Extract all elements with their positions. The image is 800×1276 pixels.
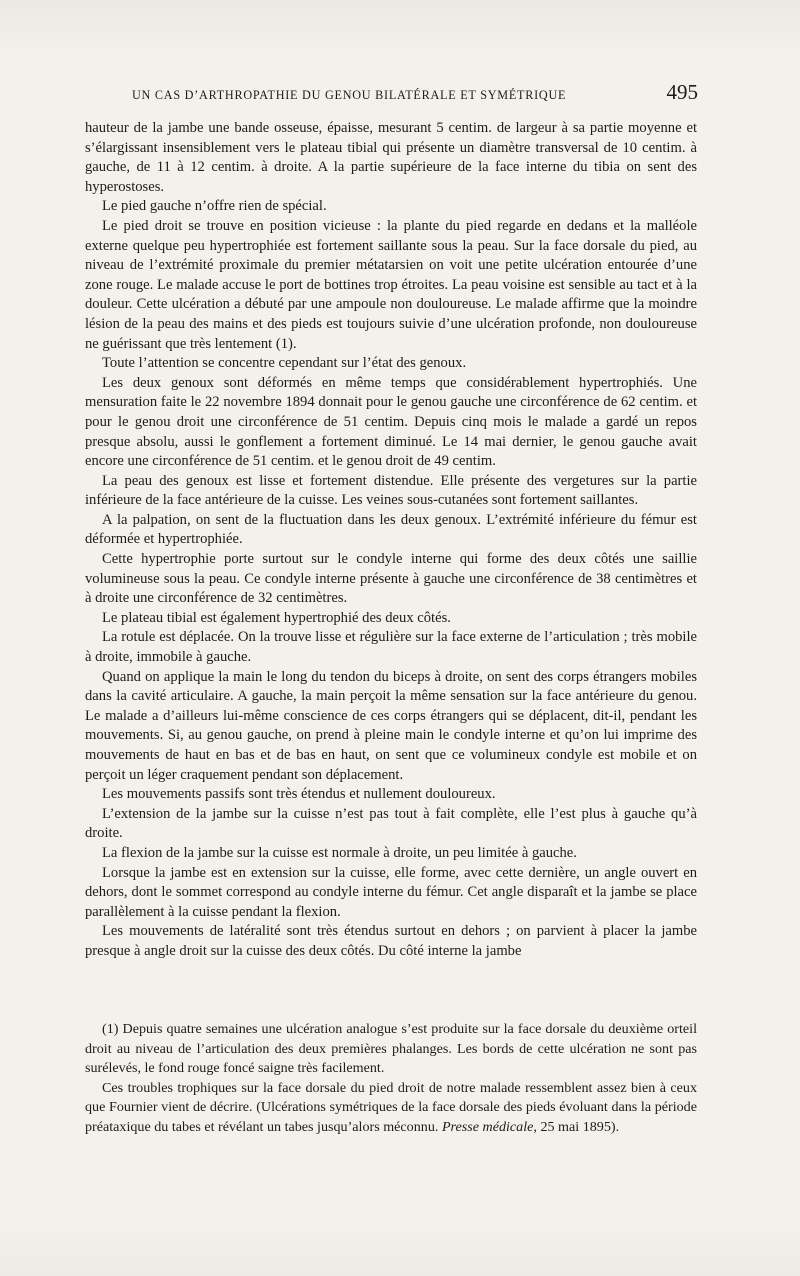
journal-title: Presse médicale (441, 1118, 534, 1135)
paragraph: L’extension de la jambe sur la cuisse n’est pas tout à fait complète, elle l’est plus à gauche qu’à droite. (85, 805, 697, 842)
paragraph: Toute l’attention se concentre cependant sur l’état des genoux. (102, 355, 467, 372)
paragraph: Les deux genoux sont déformés en même temps que considérablement hypertrophiés. Une mensuration faite le 22 novembre 1894 donnait pour le genou gauche une circonférence de 62 centim. et pour le genou droit une circonférence de 51 centim. Depuis cinq mois le malade a gardé un repos presque absolu, aussi le gonflement a fortement diminué. Le 14 mai dernier, le genou gauche avait encore une circonférence de 51 centim. et le genou droit de 49 centim. (85, 374, 697, 470)
footnote-citation-date: , 25 mai 1895). (533, 1118, 620, 1135)
footnote-continuation (85, 1079, 697, 1138)
paragraph: hauteur de la jambe une bande osseuse, épaisse, mesurant 5 centim. de largeur à sa partie moyenne et s’élargissant insensiblement vers le plateau tibial qui présente un diamètre transversal de 10 centim. à gauche, de 11 à 12 centim. à droite. A la partie supérieure de la face interne du tibia on sent des hyperostoses. (85, 120, 697, 195)
footnote-text: Ces troubles trophiques sur la face dorsale du pied droit de notre malade ressemblent assez bien à ceux que Fournier vient de décrire. (Ulcérations symétriques de la face dorsale des pieds évoluant dans la période préataxique du tabes et révélant un tabes jusqu’alors méconnu. (85, 1079, 697, 1135)
paragraph: Lorsque la jambe est en extension sur la cuisse, elle forme, avec cette dernière, un angle ouvert en dehors, dont le sommet correspond au condyle interne du fémur. Cet angle disparaît et la jambe se place parallèlement à la cuisse pendant la flexion. (85, 864, 697, 920)
paragraph: Le pied droit se trouve en position vicieuse : la plante du pied regarde en dedans et la malléole externe quelque peu hypertrophiée est fortement saillante sous la peau. Sur la face dorsale du pied, au niveau de l’extrémité proximale du premier métatarsien on voit une petite ulcération entourée d’une zone rouge. Le malade accuse le port de bottines trop étroites. La peau voisine est sensible au tact et à la douleur. Cette ulcération a débuté par une ampoule non douloureuse. Le malade affirme que la moindre lésion de la peau des mains et des pieds est toujours suivie d’une ulcération profonde, non douloureuse ne guérissant que très lentement (1). (85, 217, 697, 352)
paragraph: La flexion de la jambe sur la cuisse est normale à droite, un peu limitée à gauche. (102, 844, 577, 861)
paragraph: La rotule est déplacée. On la trouve lisse et régulière sur la face externe de l’articulation ; très mobile à droite, immobile à gauche. (85, 629, 697, 666)
paragraph: Le plateau tibial est également hypertrophié des deux côtés. (102, 609, 451, 626)
running-title: UN CAS D’ARTHROPATHIE DU GENOU BILATÉRALE ET SYMÉTRIQUE (132, 88, 567, 102)
main-text (85, 119, 697, 962)
footnotes (85, 1020, 697, 1138)
paragraph: La peau des genoux est lisse et fortement distendue. Elle présente des vergetures sur la partie inférieure de la face antérieure de la cuisse. Les veines sous-cutanées sont fortement saillantes. (85, 472, 697, 509)
page-header (132, 80, 698, 108)
page-number: 495 (666, 80, 698, 104)
paragraph: Quand on applique la main le long du tendon du biceps à droite, on sent des corps étrangers mobiles dans la cavité articulaire. A gauche, la main perçoit la même sensation sur la face antérieure du genou. Le malade a d’ailleurs lui-même conscience de ces corps étrangers qui se déplacent, dit-il, pendant les mouvements. Si, au genou gauche, on prend à pleine main le condyle interne et qu’on lui imprime des mouvements de haut en bas et de bas en haut, on sent que ce volumineux condyle est mobile et on perçoit un léger craquement pendant son déplacement. (85, 668, 697, 783)
paragraph: Les mouvements de latéralité sont très étendus surtout en dehors ; on parvient à placer la jambe presque à angle droit sur la cuisse des deux côtés. Du côté interne la jambe (85, 923, 697, 959)
paragraph: Les mouvements passifs sont très étendus et nullement douloureux. (102, 786, 496, 803)
paragraph: Cette hypertrophie porte surtout sur le condyle interne qui forme des deux côtés une saillie volumineuse sous la peau. Ce condyle interne présente à gauche une circonférence de 38 centimètres et à droite une circonférence de 32 centimètres. (85, 551, 697, 607)
paragraph: A la palpation, on sent de la fluctuation dans les deux genoux. L’extrémité inférieure du fémur est déformée et hypertrophiée. (85, 511, 697, 548)
footnote-1: (1) Depuis quatre semaines une ulcération analogue s’est produite sur la face dorsale du deuxième orteil droit au niveau de l’articulation des deux premières phalanges. Les bords de cette ulcération ne sont pas surélevés, le fond rouge foncé saigne très facilement. (85, 1021, 697, 1077)
paragraph: Le pied gauche n’offre rien de spécial. (102, 198, 327, 215)
